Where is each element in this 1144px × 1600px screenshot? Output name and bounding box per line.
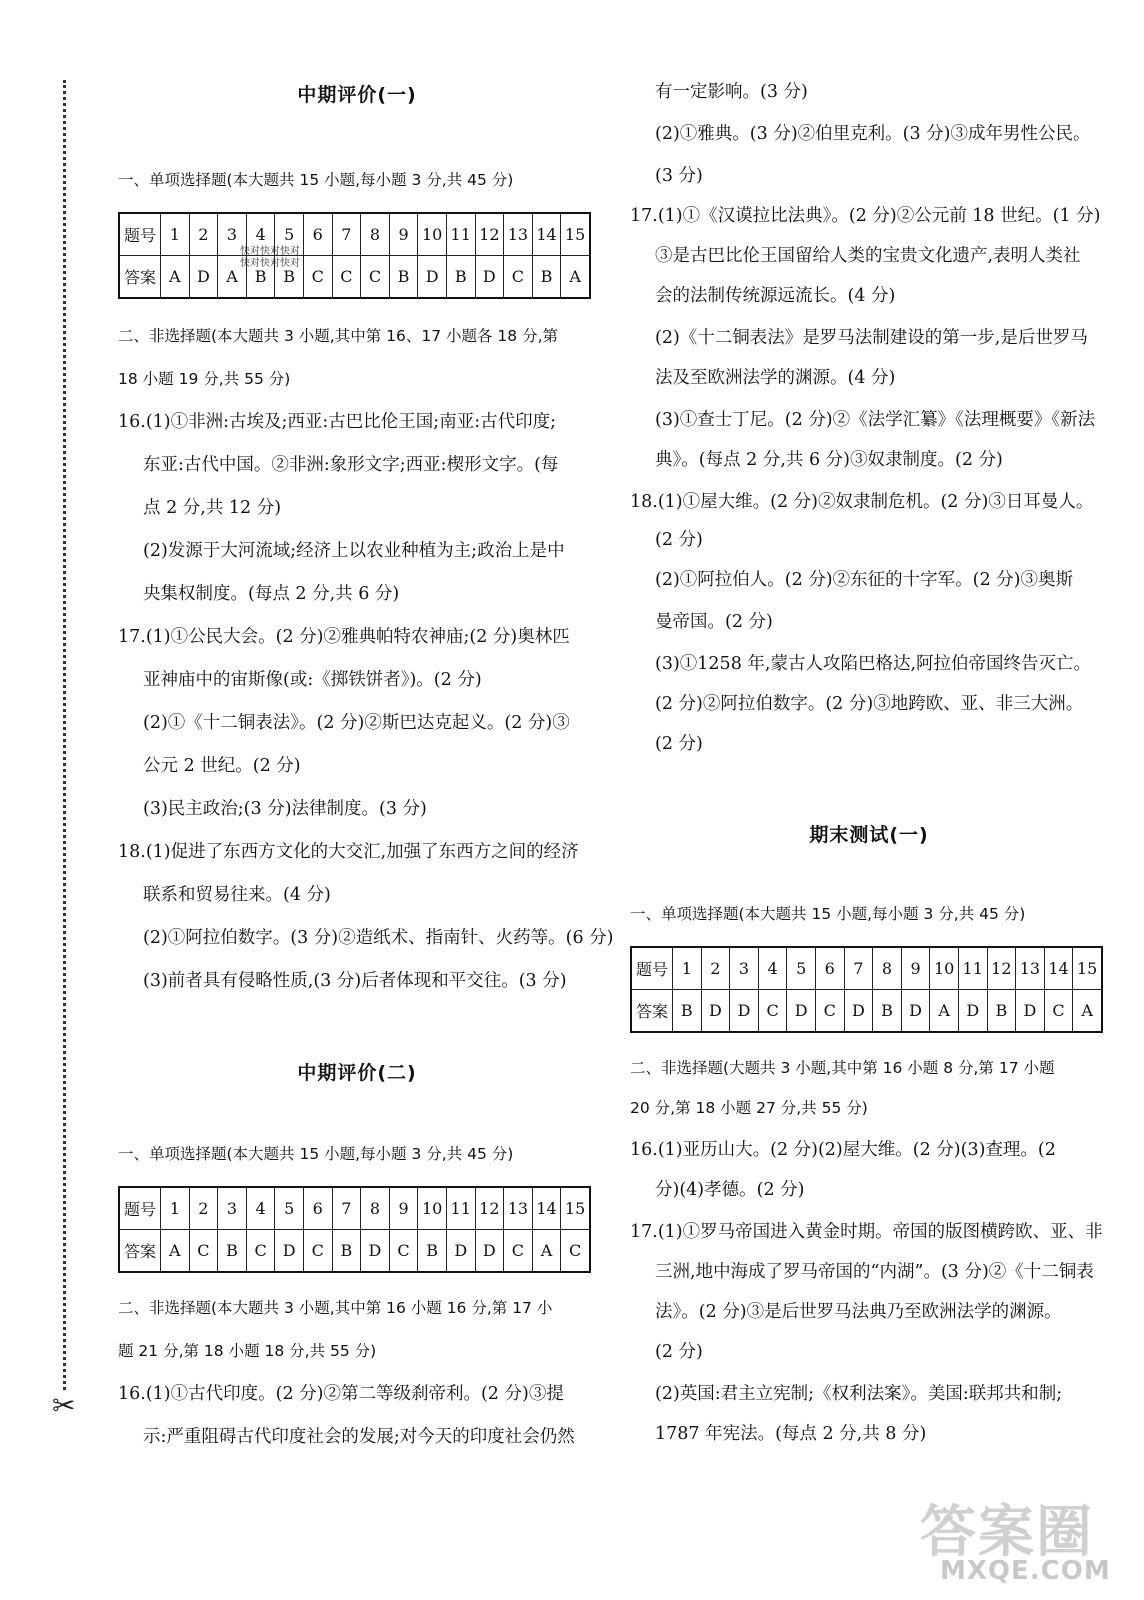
table-cell: 14 [1044, 947, 1073, 990]
table-cell: A [218, 256, 247, 299]
answer-line: 18.(1)①屋大维。(2 分)②奴隶制危机。(2 分)③日耳曼人。 [630, 492, 1094, 512]
table-cell: 5 [275, 1187, 304, 1230]
answer-line: 会的法制传统源远流长。(4 分) [655, 286, 896, 306]
answer-line: 法》。(2 分)③是后世罗马法典乃至欧洲法学的渊源。 [655, 1302, 1062, 1322]
answer-line: 亚神庙中的宙斯像(或:《掷铁饼者》)。(2 分) [143, 670, 482, 690]
table-row [631, 947, 1102, 990]
table-cell: 5 [787, 947, 816, 990]
answer-line: (2)发源于大河流域;经济上以农业种植为主;政治上是中 [143, 541, 565, 561]
table-cell: 2 [701, 947, 730, 990]
section-heading: 二、非选择题(本大题共 3 小题,其中第 16、17 小题各 18 分,第 [118, 327, 558, 345]
answer-table-3 [630, 946, 1103, 1033]
table-cell: C [303, 1230, 332, 1273]
table-cell: D [787, 990, 816, 1033]
table-cell: 1 [161, 213, 190, 256]
answer-line: 17.(1)①罗马帝国进入黄金时期。帝国的版图横跨欧、亚、非 [630, 1222, 1103, 1242]
table-cell: 3 [218, 213, 247, 256]
table-cell: C [246, 1230, 275, 1273]
table-cell: 11 [446, 1187, 475, 1230]
table-cell: 4 [246, 213, 275, 256]
section-heading: 二、非选择题(大题共 3 小题,其中第 16 小题 8 分,第 17 小题 [630, 1059, 1055, 1077]
table-cell: B [218, 1230, 247, 1273]
table-cell: 4 [758, 947, 787, 990]
section-heading: 18 小题 19 分,共 55 分) [118, 370, 291, 388]
table-row [119, 256, 590, 299]
answer-line: (2)《十二铜表法》是罗马法制建设的第一步,是后世罗马 [655, 328, 1088, 348]
answer-line: 有一定影响。(3 分) [655, 82, 808, 102]
answer-line: (2)①《十二铜表法》。(2 分)②斯巴达克起义。(2 分)③ [143, 713, 570, 733]
answer-line: (2 分) [655, 1342, 703, 1362]
table-cell: 11 [446, 213, 475, 256]
table-row [119, 1187, 590, 1230]
table-cell: C [815, 990, 844, 1033]
table-cell: 7 [332, 1187, 361, 1230]
answer-line: 典》。(每点 2 分,共 6 分)③奴隶制度。(2 分) [655, 450, 1003, 470]
table-cell: 9 [389, 1187, 418, 1230]
answer-line: 16.(1)①非洲:古埃及;西亚:古巴比伦王国;南亚:古代印度; [118, 412, 556, 432]
table-cell: A [561, 256, 590, 299]
answer-line: (2 分) [655, 734, 703, 754]
table-cell: 10 [930, 947, 959, 990]
answer-table-2 [118, 1186, 591, 1273]
table-cell: 7 [332, 213, 361, 256]
section-heading: 一、单项选择题(本大题共 15 小题,每小题 3 分,共 45 分) [630, 905, 1026, 923]
answer-line: 17.(1)①公民大会。(2 分)②雅典帕特农神庙;(2 分)奥林匹 [118, 627, 570, 647]
table-cell: C [758, 990, 787, 1033]
table-cell: B [446, 256, 475, 299]
answer-line: (2 分) [655, 530, 703, 550]
table-cell: D [701, 990, 730, 1033]
stamp-text: 快对快对快对 [240, 246, 300, 257]
table-cell: 8 [361, 1187, 390, 1230]
table-header: 答案 [119, 256, 161, 299]
table-header: 题号 [119, 213, 161, 256]
answer-line: 三洲,地中海成了罗马帝国的“内湖”。(3 分)②《十二铜表 [655, 1262, 1094, 1282]
table-cell: B [275, 256, 304, 299]
cut-line [63, 80, 66, 1390]
section-heading: 一、单项选择题(本大题共 15 小题,每小题 3 分,共 45 分) [118, 1145, 514, 1163]
answer-line: (2 分)②阿拉伯数字。(2 分)③地跨欧、亚、非三大洲。 [655, 694, 1084, 714]
answer-line: 16.(1)亚历山大。(2 分)(2)屋大维。(2 分)(3)查理。(2 [630, 1140, 1056, 1160]
table-cell: C [504, 256, 533, 299]
section-heading: 二、非选择题(本大题共 3 小题,其中第 16 小题 16 分,第 17 小 [118, 1299, 553, 1317]
table-cell: D [446, 1230, 475, 1273]
answer-line: (2)①阿拉伯人。(2 分)②东征的十字军。(2 分)③奥斯 [655, 570, 1073, 590]
table-cell: C [389, 1230, 418, 1273]
table-cell: 13 [504, 1187, 533, 1230]
answer-line: (3)①1258 年,蒙古人攻陷巴格达,阿拉伯帝国终告灭亡。 [655, 654, 1092, 674]
table-cell: A [161, 1230, 190, 1273]
table-cell: D [418, 256, 447, 299]
table-cell: 10 [418, 213, 447, 256]
answer-line: (2)英国:君主立宪制;《权利法案》。美国:联邦共和制; [655, 1384, 1063, 1404]
answer-line: 点 2 分,共 12 分) [143, 498, 282, 518]
section-heading: 题 21 分,第 18 小题 18 分,共 55 分) [118, 1342, 377, 1360]
table-cell: 6 [815, 947, 844, 990]
answer-line: 16.(1)①古代印度。(2 分)②第二等级刹帝利。(2 分)③提 [118, 1384, 564, 1404]
table-cell: 9 [901, 947, 930, 990]
answer-line: ③是古巴比伦王国留给人类的宝贵文化遗产,表明人类社 [655, 246, 1081, 266]
table-cell: B [987, 990, 1016, 1033]
answer-line: 央集权制度。(每点 2 分,共 6 分) [143, 584, 400, 604]
table-cell: A [532, 1230, 561, 1273]
answer-line: (2)①阿拉伯数字。(3 分)②造纸术、指南针、火药等。(6 分) [143, 928, 614, 948]
table-cell: D [844, 990, 873, 1033]
table-cell: 7 [844, 947, 873, 990]
table-header: 答案 [631, 990, 673, 1033]
table-cell: C [303, 256, 332, 299]
table-cell: C [561, 1230, 590, 1273]
scissors-icon: ✂ [52, 1389, 76, 1422]
table-cell: B [673, 990, 702, 1033]
answer-line: 分)(4)孝德。(2 分) [655, 1180, 805, 1200]
answer-line: 联系和贸易往来。(4 分) [143, 885, 331, 905]
answer-table-1 [118, 212, 591, 299]
table-cell: D [958, 990, 987, 1033]
table-row [119, 1230, 590, 1273]
table-cell: C [189, 1230, 218, 1273]
table-cell: A [930, 990, 959, 1033]
answer-line: 法及至欧洲法学的渊源。(4 分) [655, 368, 896, 388]
table-cell: C [504, 1230, 533, 1273]
watermark-logo: 答案圈 [920, 1500, 1094, 1565]
table-header: 题号 [119, 1187, 161, 1230]
table-cell: 4 [246, 1187, 275, 1230]
table-cell: 5 [275, 213, 304, 256]
table-cell: D [730, 990, 759, 1033]
table-cell: D [901, 990, 930, 1033]
table-cell: 2 [189, 1187, 218, 1230]
table-cell: 8 [361, 213, 390, 256]
section-title-midterm-1: 中期评价(一) [297, 84, 417, 106]
section-title-midterm-2: 中期评价(二) [297, 1062, 417, 1084]
table-cell: 13 [1016, 947, 1045, 990]
section-heading: 一、单项选择题(本大题共 15 小题,每小题 3 分,共 45 分) [118, 171, 514, 189]
answer-line: (2)①雅典。(3 分)②伯里克利。(3 分)③成年男性公民。 [655, 124, 1091, 144]
table-cell: 8 [873, 947, 902, 990]
answer-line: 公元 2 世纪。(2 分) [143, 756, 301, 776]
site-watermark [920, 1488, 1130, 1598]
table-cell: 2 [189, 213, 218, 256]
section-heading: 20 分,第 18 小题 27 分,共 55 分) [630, 1099, 868, 1117]
table-cell: 1 [161, 1187, 190, 1230]
table-cell: 9 [389, 213, 418, 256]
table-cell: 13 [504, 213, 533, 256]
table-cell: 14 [532, 213, 561, 256]
table-cell: D [275, 1230, 304, 1273]
table-cell: D [1016, 990, 1045, 1033]
table-cell: A [1073, 990, 1102, 1033]
table-cell: C [1044, 990, 1073, 1033]
table-cell: C [332, 256, 361, 299]
table-row [631, 990, 1102, 1033]
answer-line: 曼帝国。(2 分) [655, 612, 773, 632]
table-cell: 11 [958, 947, 987, 990]
table-cell: 15 [561, 213, 590, 256]
answer-line: 示:严重阻碍古代印度社会的发展;对今天的印度社会仍然 [143, 1427, 575, 1447]
table-cell: 3 [730, 947, 759, 990]
answer-line: (3)①查士丁尼。(2 分)②《法学汇纂》《法理概要》《新法 [655, 410, 1096, 430]
table-cell: D [475, 256, 504, 299]
table-cell: B [532, 256, 561, 299]
table-header: 答案 [119, 1230, 161, 1273]
table-cell: A [161, 256, 190, 299]
table-cell: B [389, 256, 418, 299]
answer-line: 东亚:古代中国。②非洲:象形文字;西亚:楔形文字。(每 [143, 455, 559, 475]
answer-line: 17.(1)①《汉谟拉比法典》。(2 分)②公元前 18 世纪。(1 分) [630, 206, 1101, 226]
table-cell: 6 [303, 213, 332, 256]
answer-line: (3)前者具有侵略性质,(3 分)后者体现和平交往。(3 分) [143, 971, 567, 991]
answer-line: 18.(1)促进了东西方文化的大交汇,加强了东西方之间的经济 [118, 842, 579, 862]
table-cell: 15 [1073, 947, 1102, 990]
table-cell: 3 [218, 1187, 247, 1230]
watermark-url: MXQE.COM [940, 1556, 1111, 1586]
table-cell: B [332, 1230, 361, 1273]
table-cell: C [361, 256, 390, 299]
section-title-final-1: 期末测试(一) [809, 824, 929, 846]
table-header: 题号 [631, 947, 673, 990]
table-cell: 15 [561, 1187, 590, 1230]
table-cell: D [189, 256, 218, 299]
table-cell: 12 [475, 1187, 504, 1230]
table-cell: B [246, 256, 275, 299]
answer-line: 1787 年宪法。(每点 2 分,共 8 分) [655, 1424, 927, 1444]
table-cell: 12 [987, 947, 1016, 990]
table-cell: B [418, 1230, 447, 1273]
table-cell: 6 [303, 1187, 332, 1230]
table-cell: 12 [475, 213, 504, 256]
table-cell: D [361, 1230, 390, 1273]
table-cell: D [475, 1230, 504, 1273]
stamp-text: 快对快对快对 [240, 258, 300, 269]
table-cell: 10 [418, 1187, 447, 1230]
table-row [119, 213, 590, 256]
table-cell: 14 [532, 1187, 561, 1230]
answer-line: (3)民主政治;(3 分)法律制度。(3 分) [143, 799, 427, 819]
answer-line: (3 分) [655, 166, 703, 186]
table-cell: 1 [673, 947, 702, 990]
table-cell: B [873, 990, 902, 1033]
